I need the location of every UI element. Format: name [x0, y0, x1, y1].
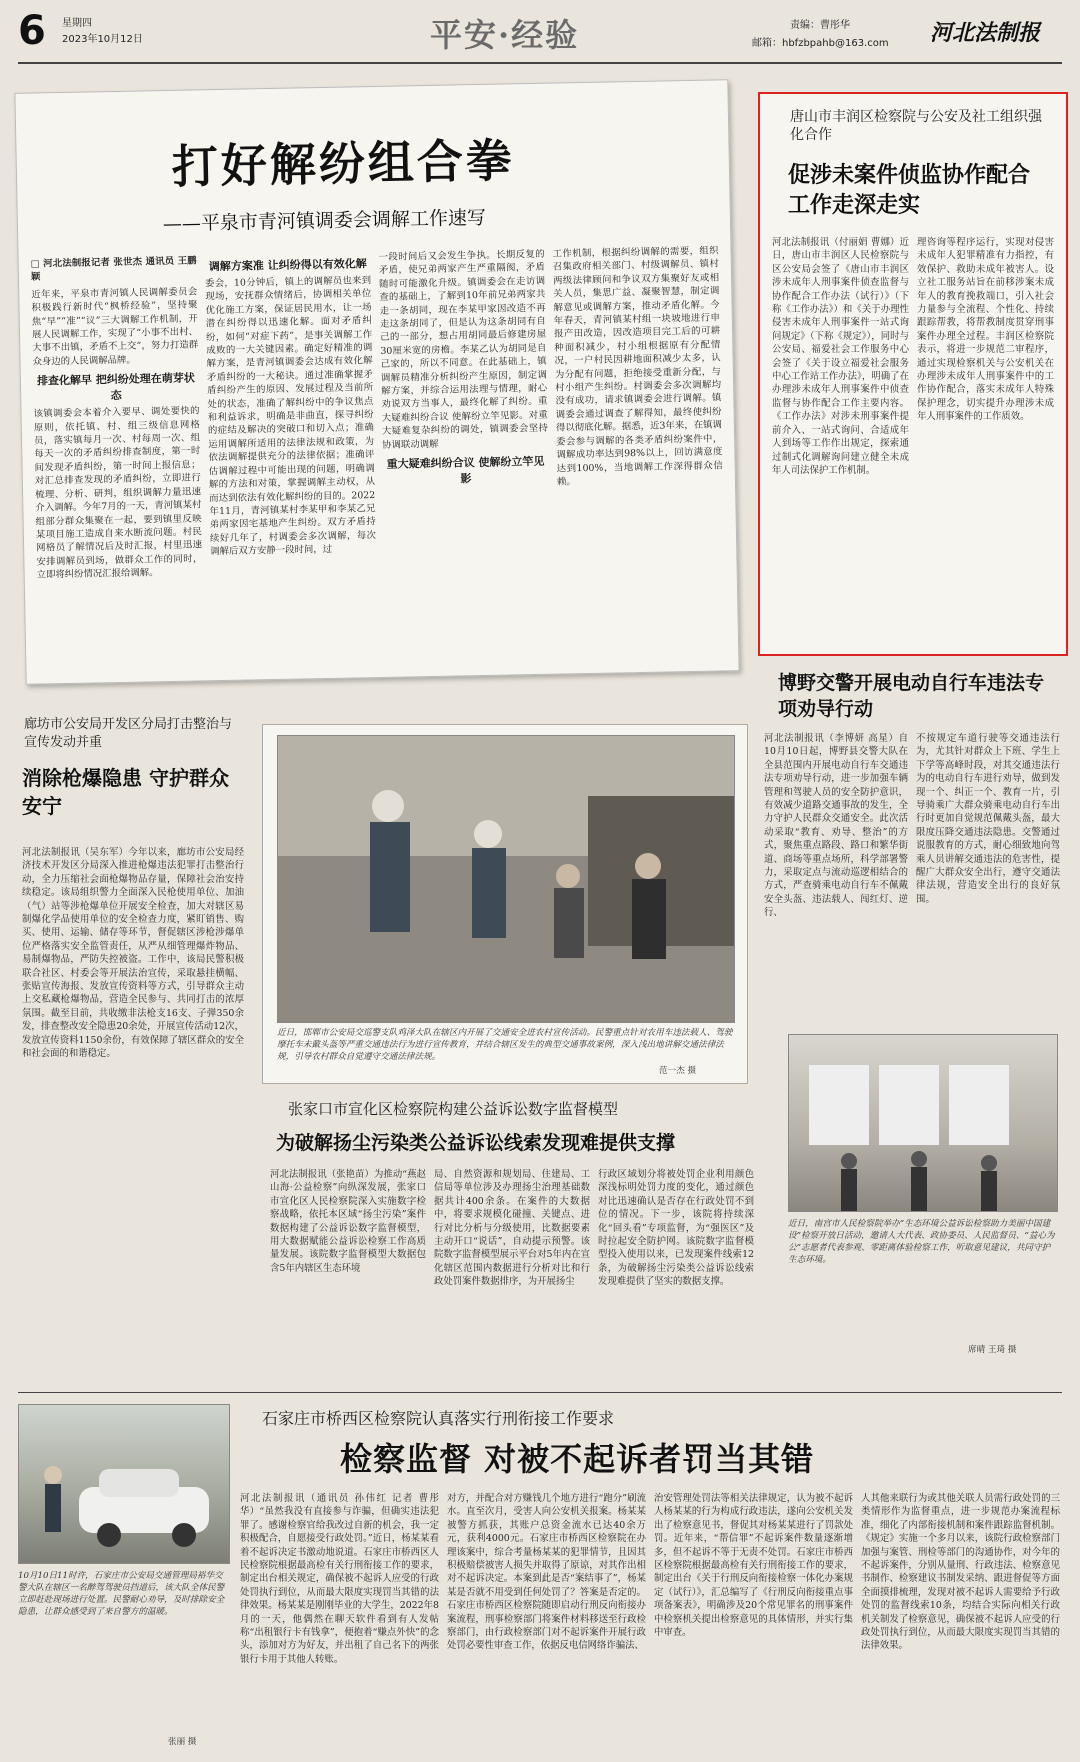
left-mid-text: 河北法制报讯（吴东军）今年以来，廊坊市公安局经济技术开发区分局深入推进枪爆违法犯罪打击整治行动，全力压缩社会面枪爆物品存量，保障社会治安持续稳定。该局组织警力全面深入民枪使用单位、加油（气）站等涉枪爆单位开展安全检查，加大对辖区易制爆化学品使用单位的安全检查力度，紧盯销售、购买、使用、运输、储存等环节，督促辖区涉枪涉爆单位严格落实安全监管责任，从严从细管理爆炸物品、易制爆物品，严防失控被盗。工作中，该局民警积极联合社区、村委会等开展法治宣传，采取悬挂横幅、张贴宣传海报、发放宣传资料等方式，引导群众主动上交私藏枪爆物品，营造全民参与、共同打击的浓厚氛围。截至目前，共收缴非法枪支16支、子弹350余发，排查整改安全隐患20余处，开展宣传活动12次，发放宣传资料1150余份，有效保障了辖区群众的安全和社会面的和谐稳定。 — [22, 847, 244, 1060]
car-illustration — [19, 1405, 229, 1563]
bottom-story-col4: 人其他来联行为或其他关联人员需行政处罚的三类情形作为监督重点，进一步规范办案流程标准，细化了内部衔接机制和案件跟踪监督机制。《规定》实施一个多月以来，该院行政检察部门加强与案管、刑检等部门的沟通协作，对今年的不起诉案件，分别从量刑、行政违法、检察意见书制作、检察建议书制发采纳、跟进督促等方面全面摸排梳理，发现对被不起诉人需要给予行政处罚的监督线索10条，均结合实际向相关行政机关制发了检察意见，确保被不起诉人应受的行政处罚执行到位，从而最大限度实现罚当其错的法律效果。 — [861, 1493, 1060, 1652]
mid-story-body — [270, 1168, 754, 1364]
top-right-col2: 理咨询等程序运行，实现对侵害未成年人犯罪精准有力指控，有效保护、救助未成年被害人。设立社工服务站旨在前移涉案未成年人的教育挽救端口，引入社会力量参与全流程、个性化、持续跟踪帮教，将帮教制度贯穿刑事案件办理全过程。丰润区检察院表示，将进一步规范二审程序，通过实现检察机关与公安机关在办理涉未成年人刑事案件中的工作协作配合，落实未成年人特殊保护理念，切实提升办理涉未成年人刑事案件的工作质效。 — [917, 237, 1054, 423]
right-mid-col1: 河北法制报讯（李博妍 高星）自10月10日起，博野县交警大队在全县范围内开展电动自行车交通违法专项劝导行动，进一步加强车辆管理和驾驶人员的安全防护意识，有效减少道路交通事故的发生，全力守护人民群众交通安全。此次活动采取“教育、劝导、整治”的方式，聚焦重点路段、路口和繁华街道、商场等重点场所，科学部署警力，采取定点与流动巡逻相结合的方式，严查骑乘电动自行车不佩戴安全头盔、违法载人、闯红灯、逆行、 — [764, 733, 908, 919]
bottom-story-col2: 对方，并配合对方赚钱几个地方进行“跑分”刷流水。直至次月，受害人向公安机关报案。杨某某被警方抓获，其账户总资金流水已达40余万元，获利4000元。石家庄市桥西区检察院在办理该案中，综合考量杨某某的犯罪情节，且因其积极赔偿被害人损失并取得了原谅，对其作出相对不起诉决定。本案到此是否“案结事了”，杨某某是否就不用受到任何处罚了？答案是否定的。石家庄市桥西区检察院随即启动行刑反向衔接办案流程，刑事检察部门将案件材料移送至行政检察部门，由行政检察部门对不起诉案件开展行政处罚必要性审查工作，依据反电信网络诈骗法、 — [447, 1493, 646, 1652]
right-mid-col2: 不按规定车道行驶等交通违法行为，尤其针对群众上下班、学生上下学等高峰时段，对其交通违法行为的电动自行车进行劝导，做到发现一个、纠正一个、教育一片，引导骑乘广大群众骑乘电动自行车出行时更加自觉规范佩戴头盔，最大限度压降交通违法隐患。交警通过说服教育的方式，耐心细致地向驾乘人员讲解交通违法的危害性，提醒广大群众安全出行，遵守交通法律法规，营造安全出行的良好氛围。 — [916, 733, 1060, 905]
center-photo-credit: 范一杰 摄 — [659, 1066, 697, 1076]
bottom-left-caption: 10月10日11时许，石家庄市公安局交通管理局裕华交警大队在辖区一名醉驾驾驶员挡道后，该大队全体民警立即赶赴现场进行处置。民警耐心劝导，及时排除安全隐患，让群众感受到了来自警方的温暖。 — [18, 1571, 225, 1617]
page-header — [0, 0, 1080, 66]
lead-story — [14, 79, 739, 685]
lead-col4: 工作机制，根据纠纷调解的需要，组织召集政府相关部门、村级调解员、镇村两级法律顾问和争议双方集聚好友或相关人员，集思广益、凝聚智慧，制定调解意见或调解方案，推动矛盾化解。今年春天，青河镇某村组一块坡地进行申报产田改造，因改造项目完工后的可耕种面积减少，村小组根据原有分配情况，一户村民因耕地面积减少太多，认为分配有问题，拒绝接受重新分配，与村小组产生纠纷。村调委会多次调解均没有成功，请求镇调委会进行调解。镇调委会通过调查了解得知，最终使纠纷得以彻底化解。据悉，近3年来，在镇调委会参与调解的各类矛盾纠纷案件中，调解成功率达到98%以上，回访满意度达到100%，当地调解工作深得群众信赖。 — [552, 245, 723, 488]
left-mid-title: 消除枪爆隐患 守护群众安宁 — [22, 766, 229, 818]
right-photo-credit: 席晴 王琦 摄 — [968, 1345, 1017, 1355]
lead-body — [31, 244, 727, 673]
bottom-left-credit: 张丽 摄 — [168, 1737, 197, 1747]
bottom-story-col3: 治安管理处罚法等相关法律规定，认为被不起诉人杨某某的行为构成行政违法，遂向公安机关发出了检察意见书，督促其对杨某某进行了罚款处罚。近年来，“帮信罪”不起诉案件数量逐渐增多，但不起诉不等于无责不处罚。石家庄市桥西区检察院根据最高检有关行刑衔接工作的要求，制定出台《关于行刑反向衔接检察一体化办案规定（试行）》，汇总编写了《行刑反向衔接重点事项备案表》，明确涉及20个常见罪名的刑事案件中检察机关提出检察意见的具体情形，并实行集中审查。 — [654, 1493, 853, 1639]
right-mid-body — [764, 732, 1060, 1014]
right-photo-caption: 近日，南宫市人民检察院举办“生态环境公益诉讼检察助力美丽中国建设”检察开放日活动，邀请人大代表、政协委员、人民监督员、“益心为公”志愿者代表参观、零距离体验检察工作，听取意见建议，共同守护生态环境。 — [788, 1219, 1055, 1265]
right-mid-story — [758, 666, 1064, 1014]
bottom-story-col1: 河北法制报讯（通讯员 孙伟红 记者 曹彤华）“虽然我没有直接参与诈骗，但确实违法犯罪了。感谢检察官给我改过自新的机会，我一定积极配合，自愿接受行政处罚。”近日，杨某某看着不起诉决定书激动地说道。石家庄市桥西区人民检察院根据最高检有关行刑衔接工作的要求，制定出台相关规定，确保被不起诉人应受的行政处罚执行到位，从而最大限度实现罚当其错的法律效果。杨某某是刚刚毕业的大学生，2022年8月的一天，他偶然在聊天软件看到有人发帖称“出租银行卡有钱拿”，便抱着“赚点外快”的念头，添加对方为好友，并出租了自己名下的两张银行卡用于其他人转账。 — [240, 1493, 439, 1665]
page-number: 6 — [18, 8, 46, 54]
mid-story-col1: 河北法制报讯（张艳苗）为推动“燕赵山海·公益检察”向纵深发展，张家口市宣化区人民检察院深入实施数字检察战略，依托本区域“扬尘污染”案件数据构建了公益诉讼数字监督模型，用大数据赋能公益诉讼检察工作高质量发展。该院数字监督模型大数据包含5年内辖区生态环境 — [270, 1169, 426, 1274]
section-title: 平安·经验 — [430, 16, 580, 54]
lead-sub3: 重大疑难纠纷合议 使解纷立竿见影 — [386, 454, 545, 486]
center-photo-caption: 近日，邯郸市公安局交巡警支队鸡泽大队在辖区内开展了交通安全进农村宣传活动。民警重点针对农用车违法载人、驾驶摩托车未戴头盔等严重交通违法行为进行宣传教育，并结合辖区发生的典型交通事故案例，深入浅出地讲解交通法律法规，引导农村群众自觉遵守交通法律法规。 — [277, 1028, 733, 1062]
exhibition-photo — [788, 1034, 1058, 1212]
top-right-story — [758, 92, 1068, 656]
mid-story-title: 为破解扬尘污染类公益诉讼线索发现难提供支撑 — [276, 1132, 676, 1154]
lead-col1b: 该镇调委会本着介入要早、调处要快的原则，依托镇、村、组三级信息网格员，落实镇每月一次、村每周一次、组每天一次的矛盾纠纷排查制度，第一时间发现矛盾纠纷，第一时间上报信息；对汇总排查发现的矛盾纠纷，立即进行梳理、分析、研判，组织调解力量迅速介入调解。今年7月的一天，青河镇某村组部分群众集聚在一起，要到镇里反映某项目施工造成自来水断流问题。村民网格员了解情况后及时汇报，村里迅速安排调解员到场，做群众工作的同时，立即将纠纷情况汇报给调解。 — [33, 405, 203, 581]
center-photo-block — [262, 724, 748, 1084]
section-divider — [18, 1392, 1062, 1393]
right-mid-title: 博野交警开展电动自行车违法专项劝导行动 — [778, 672, 1045, 720]
lead-sub2: 调解方案准 让纠纷得以有效化解 — [208, 257, 367, 274]
bottom-story-body — [240, 1492, 1060, 1754]
lead-col3: 一段时间后又会发生争执。长期反复的矛盾，使兄弟两家产生严重隔阂，矛盾随时可能激化升级。镇调委会在走访调查的基础上，了解到10年前兄弟两家共走一条胡同，现在李某甲家因改造不再走这条胡同了，但是认为这条胡同有自己的一部分，想占用胡同最后修建房屋30厘米宽的房檐。李某乙认为胡同是自己家的，所以不同意。在此基础上，镇调解员精准分析纠纷产生原因，制定调解方案，并综合运用法理与情理，耐心劝说双方当事人，最终化解了纠纷。重大疑难纠纷合议 使解纷立竿见影。对重大疑难复杂纠纷的调处，镇调委会坚持协调联动调解 — [378, 248, 549, 451]
lead-subtitle: ——平泉市青河镇调委会调解工作速写 — [162, 206, 487, 236]
mid-story — [262, 1092, 762, 1366]
bottom-story-kicker: 石家庄市桥西区检察院认真落实行刑衔接工作要求 — [262, 1409, 615, 1428]
right-photo-block — [788, 1034, 1056, 1364]
car-photo — [18, 1404, 230, 1564]
top-right-kicker: 唐山市丰润区检察院与公安及社工组织强化合作 — [790, 109, 1042, 143]
weekday: 星期四 — [62, 18, 92, 29]
mid-story-col2: 局、自然资源和规划局、住建局、工信局等单位涉及办理扬尘治理基础数据共计400余条。在案件的大数据中，将要求规模化碰撞、关键点、进行对比分析与分级使用，比数据要素主动开口“说话”，自动提示预警。该院数字监督模型展示平台对5年内在宣化辖区范围内数据进行分析对比和行政处罚案件数据排序，为开展扬尘 — [434, 1169, 590, 1288]
exhibition-illustration — [789, 1035, 1057, 1211]
editor: 责编：曹彤华 — [790, 20, 850, 31]
lead-byline: □ 河北法制报记者 张世杰 通讯员 王鹏颖 — [30, 255, 197, 284]
bottom-story — [240, 1400, 1064, 1756]
mid-story-col3: 行政区域划分将被处罚企业利用颜色深浅标明处罚力度的变化，通过颜色对比迅速确认是否存在行政处罚不到位的情况。下一步，该院将持续深化“回头看”专项监督，为“强医区”及时拉起安全防护网。该院数字监督模型投入使用以来，已发现案件线索12条，为破解扬尘污染类公益诉讼线索发现难提供了坚实的数据支撑。 — [598, 1169, 754, 1288]
bottom-left-block — [18, 1404, 228, 1756]
photo-illustration — [278, 736, 734, 1022]
lead-col1: 近年来，平泉市青河镇人民调解委员会积极践行新时代“枫桥经验”，坚持聚焦“早”“准”“议”三大调解工作机制，开展人民调解工作，实现了“小事不出村、大事不出镇，矛盾不上交”，努力打造群众身边的人民调解品牌。 — [31, 286, 199, 368]
left-mid-kicker: 廊坊市公安局开发区分局打击整治与宣传发动并重 — [24, 717, 233, 750]
email: 邮箱：hbfzbpahb@163.com — [752, 38, 889, 49]
top-right-title: 促涉未案件侦监协作配合工作走深走实 — [788, 162, 1031, 218]
date: 2023年10月12日 — [62, 34, 143, 45]
left-mid-story — [18, 716, 248, 1406]
header-rule — [18, 62, 1062, 64]
masthead-logo: 河北法制报 — [930, 20, 1041, 46]
top-right-body — [772, 236, 1054, 644]
top-right-col1: 河北法制报讯（付丽娟 曹娜）近日，唐山市丰润区人民检察院与区公安局会签了《唐山市丰润区涉未成年人刑事案件侦查监督与协作配合工作办法（试行）》（下称《工作办法》）和《关于办理性侵害未成年人刑事案件一站式询问规定》（下称《规定》），同时与公安局、福爱社会工作服务中心会签了《关于设立福爱社会服务中心工作站工作办法》，明确了在办理涉未成年人刑事案件中侦查监督与协作配合工作主要内容。《工作办法》对涉未刑事案件提前介入、一站式询问、合适成年人到场等工作作出规定，探索通过制式化调解询问建立健全未成年人司法保护工作机制。 — [772, 237, 909, 476]
mid-story-kicker: 张家口市宣化区检察院构建公益诉讼数字监督模型 — [288, 1100, 619, 1118]
bottom-story-title: 检察监督 对被不起诉者罚当其错 — [340, 1440, 815, 1478]
lead-title: 打好解纷组合拳 — [171, 133, 516, 194]
lead-sub1: 排查化解早 把纠纷处理在萌芽状态 — [36, 371, 195, 403]
lead-col2: 委会，10分钟后，镇上的调解员也来到现场，安抚群众情绪后，协调相关单位优化施工方案，保证居民用水，让一场潜在纠纷得以迅速化解。面对矛盾纠纷，如何“对症下药”，是事关调解工作成败的一大关键因素。确定好精准的调解方案，是青河镇调委会达成有效化解矛盾纠纷的一大秘诀。通过准确掌握矛盾纠纷产生的原因、发展过程及当前所处的状态，准确了解纠纷中的争议焦点和利益诉求，明确是非曲直，探寻纠纷的症结及解决的突破口和切入点；准确运用调解所适用的法律法规和政策，为依法调解提供充分的法律依据；准确评估调解过程中可能出现的问题，明确调解的方法和对策，掌握调解主动权，从而达到依法有效化解纠纷的目的。2022年11月，青河镇某村李某甲和李某乙兄弟两家因宅基地产生纠纷。双方矛盾持续好几年了，村调委会多次调解，每次调解后双方安静一段时间，过 — [204, 275, 377, 558]
traffic-police-photo — [277, 735, 735, 1023]
